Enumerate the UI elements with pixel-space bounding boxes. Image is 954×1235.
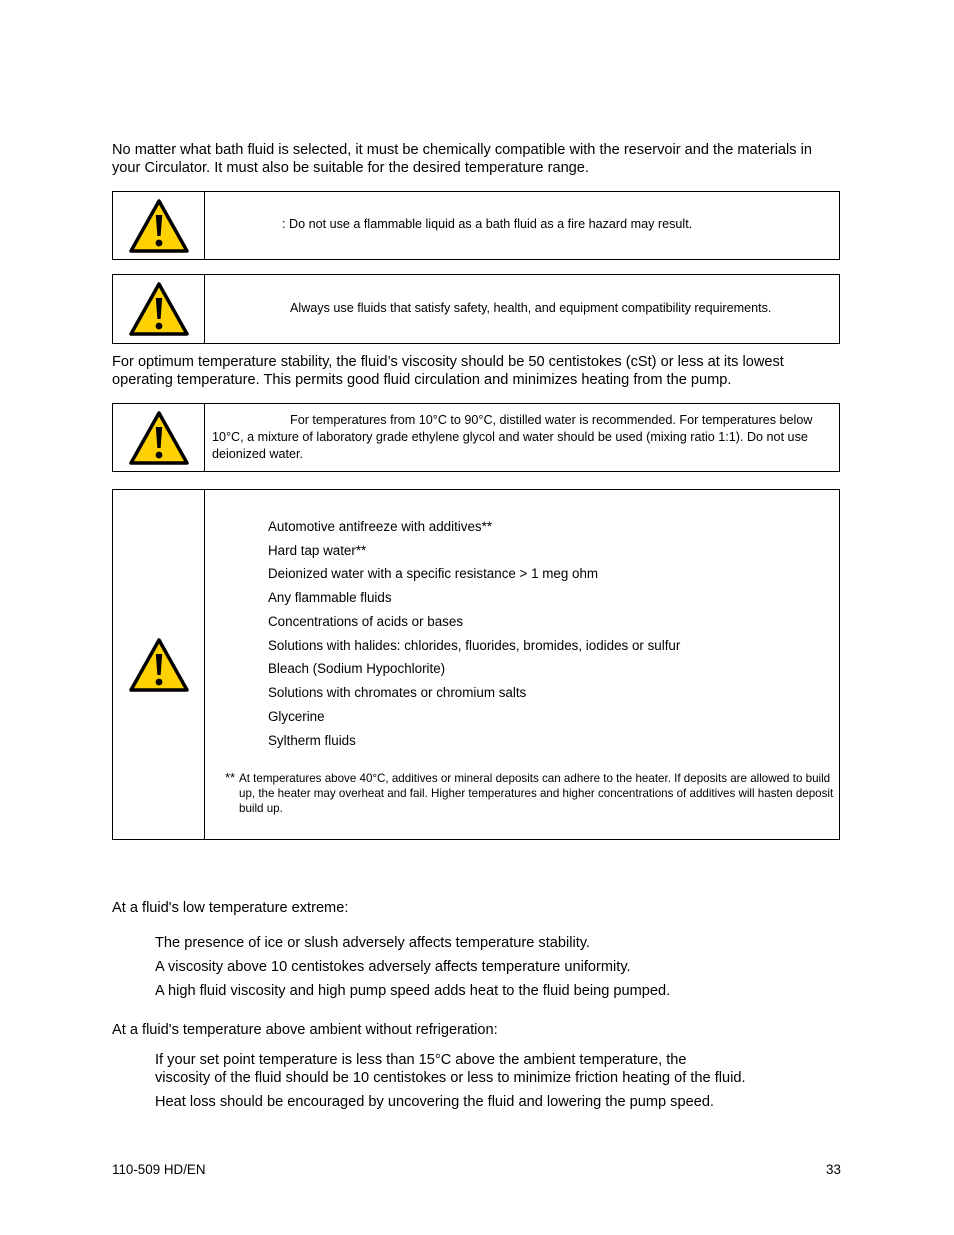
warning-box-flammable — [112, 191, 840, 260]
list-item: Hard tap water** — [268, 543, 367, 558]
viscosity-paragraph: For optimum temperature stability, the fluid’s viscosity should be 50 centistokes (cSt) or less at its lowest operating temperature. This permits good fluid circulation and minimizes heating from the pump. — [112, 354, 784, 388]
list-item: Deionized water with a specific resistance > 1 meg ohm — [268, 566, 599, 581]
list-item: Bleach (Sodium Hypochlorite) — [268, 661, 446, 676]
list-item: Glycerine — [268, 709, 325, 724]
warning-triangle-icon — [128, 410, 190, 466]
warning-triangle-icon — [128, 637, 190, 693]
footnote — [225, 771, 837, 816]
list-item: Solutions with halides: chlorides, fluorides, bromides, iodides or sulfur — [268, 638, 681, 653]
list-item: Solutions with chromates or chromium salts — [268, 685, 527, 700]
warning-box-prohibited-fluids — [112, 489, 840, 840]
low-temp-item: The presence of ice or slush adversely affects temperature stability. — [155, 935, 591, 951]
footnote-text: At temperatures above 40°C, additives or mineral deposits can adhere to the heater. If deposits are allowed to build up, the heater may overheat and fail. Higher temperatures and higher concentrations of additives will hasten deposit build up. — [239, 772, 834, 815]
ambient-item-line: viscosity of the fluid should be 10 centistokes or less to minimize friction heating of the fluid. — [155, 1070, 746, 1086]
ambient-item-line: If your set point temperature is less than 15°C above the ambient temperature, the — [155, 1052, 687, 1068]
list-item: Any flammable fluids — [268, 590, 392, 605]
footer-doc-id: 110-509 HD/EN — [112, 1162, 206, 1177]
low-temp-heading: At a fluid's low temperature extreme: — [112, 900, 349, 916]
warning-text: : Do not use a flammable liquid as a bath fluid as a fire hazard may result. — [282, 217, 693, 231]
warning-box-compatibility — [112, 274, 840, 344]
list-item: Automotive antifreeze with additives** — [268, 519, 493, 534]
list-item: Syltherm fluids — [268, 733, 356, 748]
page-number: 33 — [826, 1162, 841, 1177]
low-temp-item: A high fluid viscosity and high pump speed adds heat to the fluid being pumped. — [155, 983, 671, 999]
footnote-mark: ** — [225, 770, 236, 785]
intro-paragraph: No matter what bath fluid is selected, it must be chemically compatible with the reservoir and the materials in your Circulator. It must also be suitable for the desired temperature range. — [112, 142, 813, 176]
warning-text: Always use fluids that satisfy safety, health, and equipment compatibility requirements. — [290, 301, 772, 315]
low-temp-item: A viscosity above 10 centistokes adversely affects temperature uniformity. — [155, 959, 631, 975]
warning-triangle-icon — [128, 281, 190, 337]
warning-text: For temperatures from 10°C to 90°C, distilled water is recommended. For temperatures below 10°C, a mixture of laboratory grade ethylene glycol and water should be used (mixing ratio 1:1). Do not use deionized water. — [212, 413, 813, 461]
ambient-heading: At a fluid's temperature above ambient without refrigeration: — [112, 1022, 498, 1038]
warning-triangle-icon — [128, 198, 190, 254]
prohibited-fluids-list — [205, 490, 839, 839]
ambient-item: Heat loss should be encouraged by uncovering the fluid and lowering the pump speed. — [155, 1094, 714, 1110]
warning-box-water — [112, 403, 840, 472]
list-item: Concentrations of acids or bases — [268, 614, 464, 629]
